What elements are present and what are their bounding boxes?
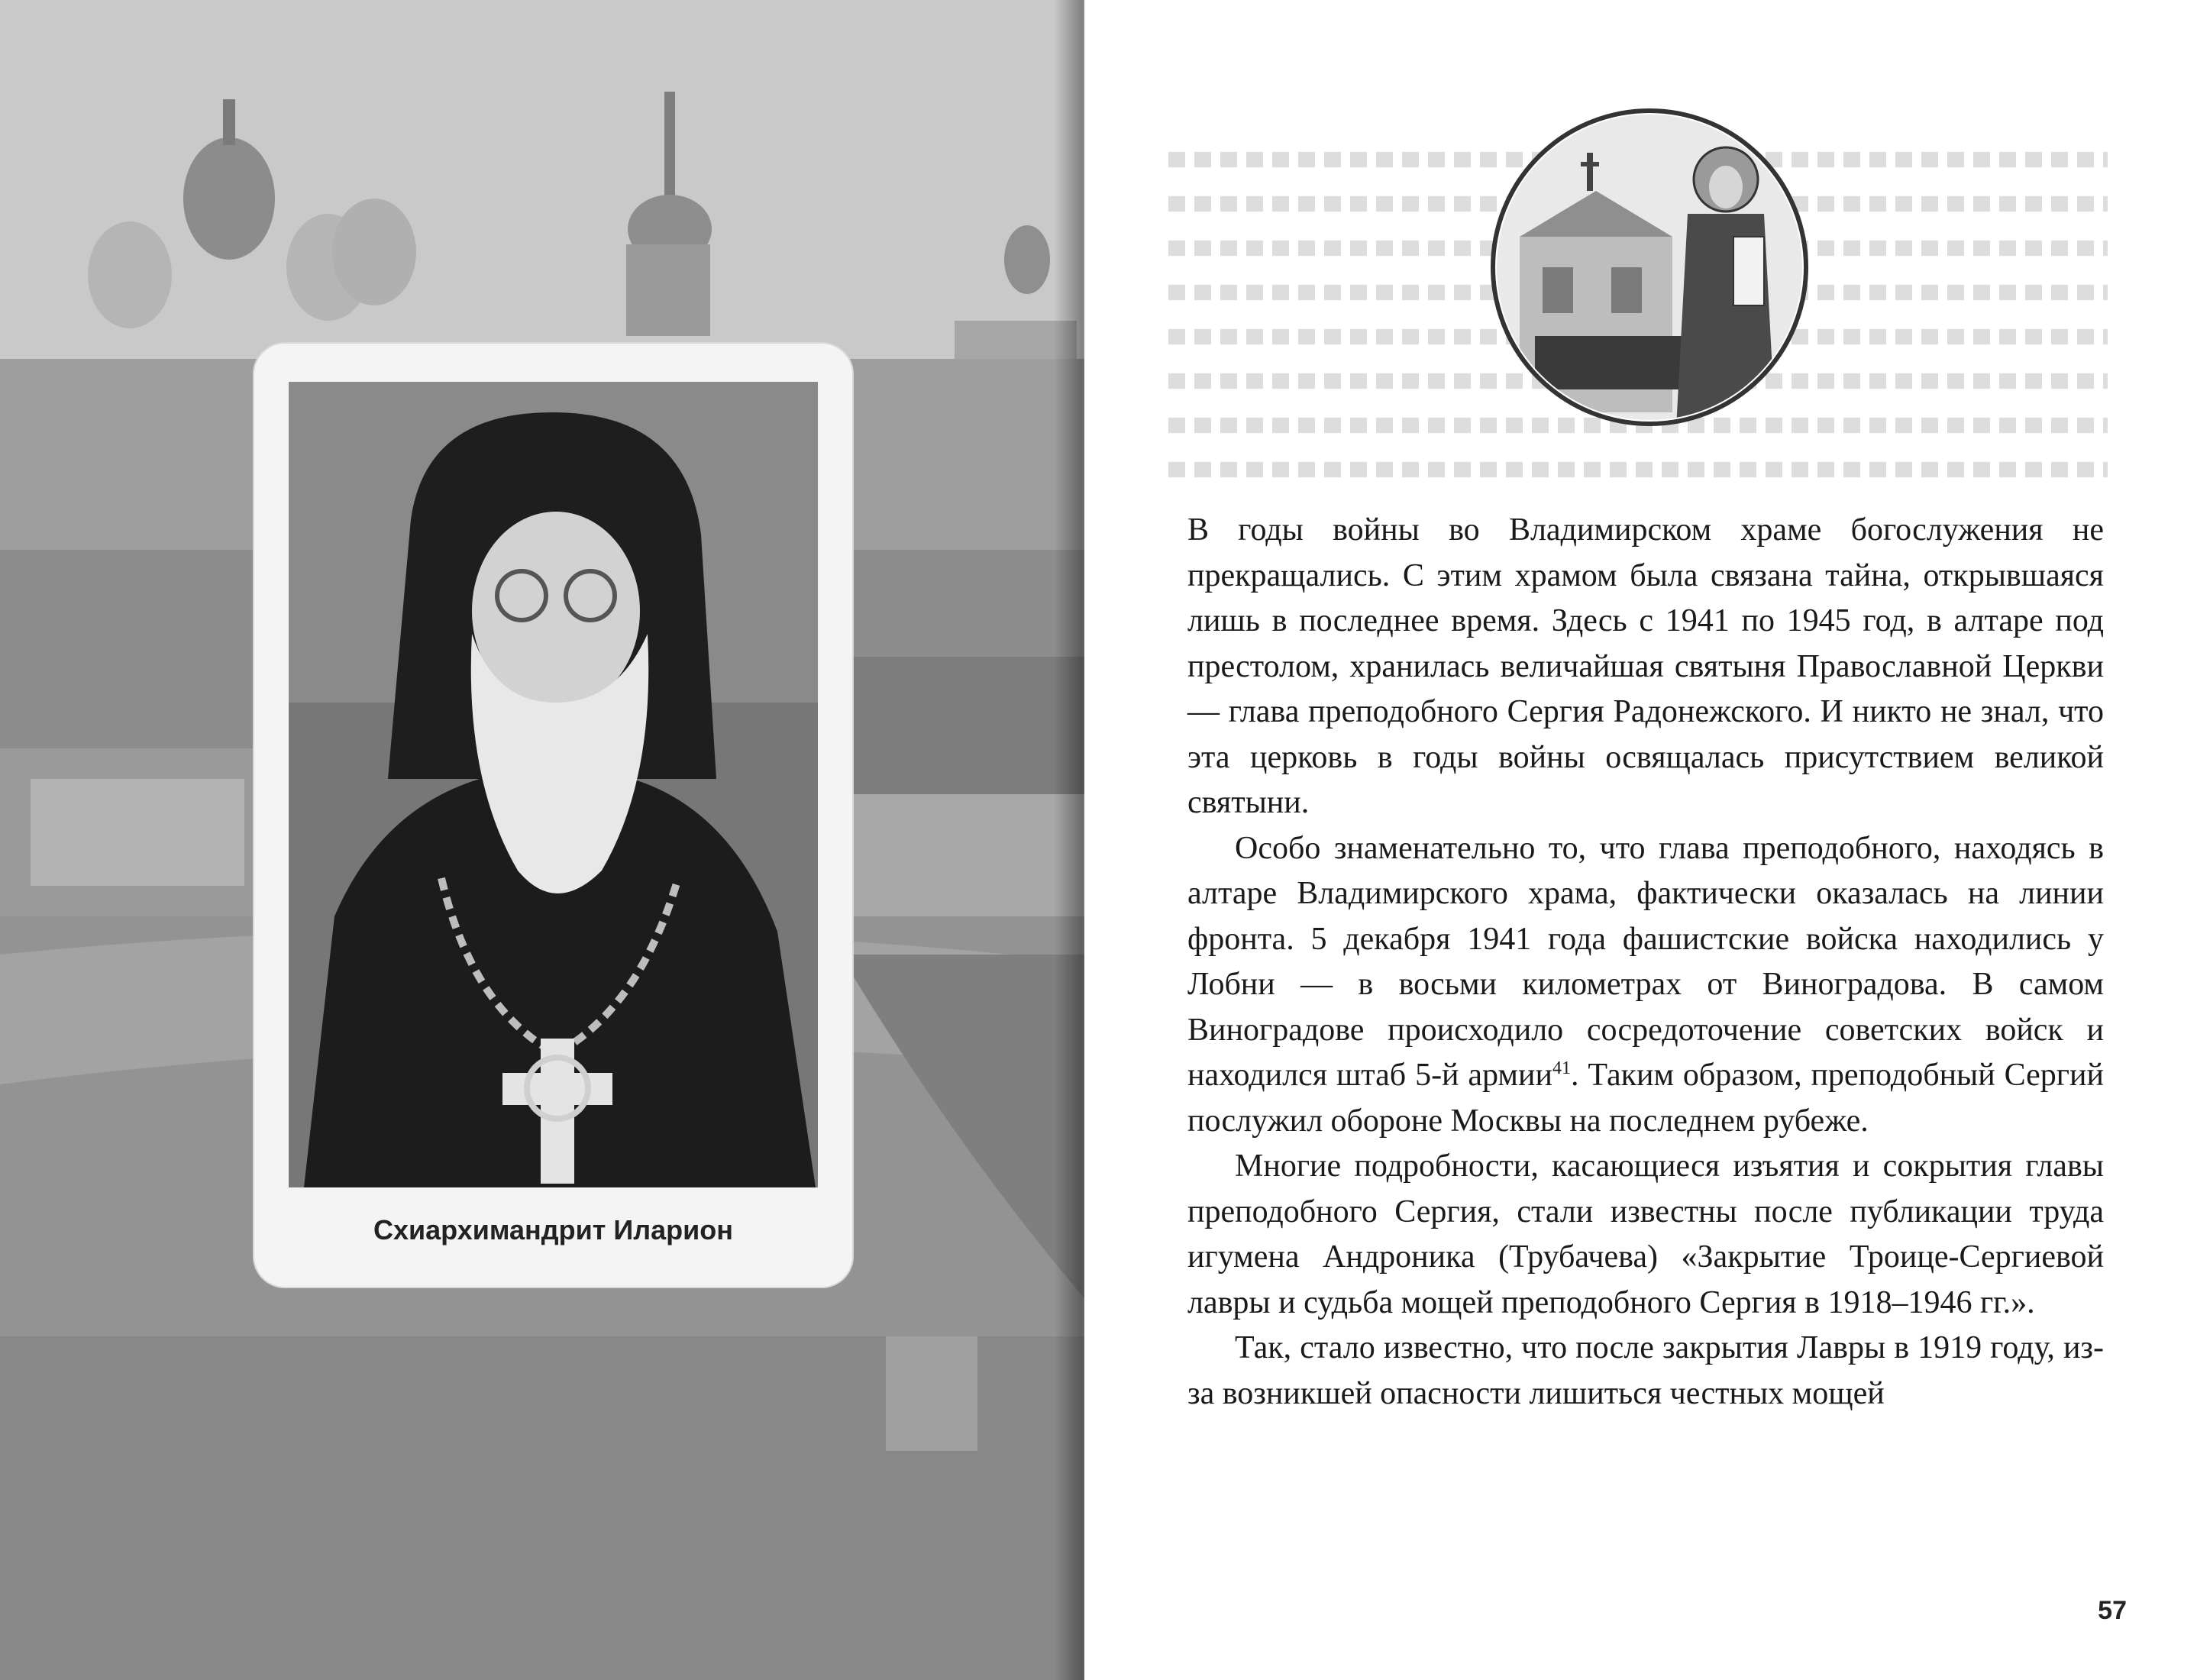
paragraph-2 — [1187, 826, 2104, 1145]
footnote-ref-41[interactable]: 41 — [1552, 1058, 1571, 1078]
portrait-caption: Схиархимандрит Иларион — [373, 1214, 733, 1245]
elder-portrait-image — [289, 382, 818, 1187]
saint-icon-illustration — [1489, 107, 1810, 428]
paragraph-2-text-after: . Таким образом, преподобный Сергий послужил обороне Москвы на последнем рубеже. — [1187, 1058, 2104, 1139]
page-number: 57 — [2098, 1596, 2127, 1625]
paragraph-2-text: Особо знаменательно то, что глава преподобного, находясь в алтаре Владимирского храма, фактически оказалась на линии фронта. 5 декабря 1941 года фашистские войска находились у Лобни — в восьми километрах от Виноградова. В самом Виноградове происходило сосредоточение советских войск и находился штаб 5-й армии — [1187, 830, 2104, 1093]
paragraph-3: Многие подробности, касающиеся изъятия и сокрытия главы преподобного Сергия, стали известны после публикации труда игумена Андроника (Трубачева) «Закрытие Троице-Сергиевой лавры и судьба мощей преподобного Сергия в 1918–1946 гг.». — [1187, 1149, 2104, 1320]
icon-medallion — [1489, 107, 1810, 428]
portrait-card — [254, 344, 852, 1287]
body-text — [1187, 508, 2104, 1417]
paragraph-1: В годы войны во Владимирском храме богослужения не прекращались. С этим храмом была связана тайна, открывшаяся лишь в последнее время. Здесь с 1941 по 1945 год, в алтаре под престолом, хранилась величайшая святыня Православной Церкви — глава преподобного Сергия Радонежского. И никто не знал, что эта церковь в годы войны освящалась присутствием великой святыни. — [1187, 512, 2104, 820]
left-page — [0, 0, 1084, 1680]
portrait-photo — [289, 382, 818, 1187]
paragraph-4: Так, стало известно, что после закрытия Лавры в 1919 году, из-за возникшей опасности лишиться честных мощей — [1187, 1330, 2104, 1411]
page-gutter-shadow — [1054, 0, 1084, 1680]
right-page — [1092, 0, 2197, 1680]
